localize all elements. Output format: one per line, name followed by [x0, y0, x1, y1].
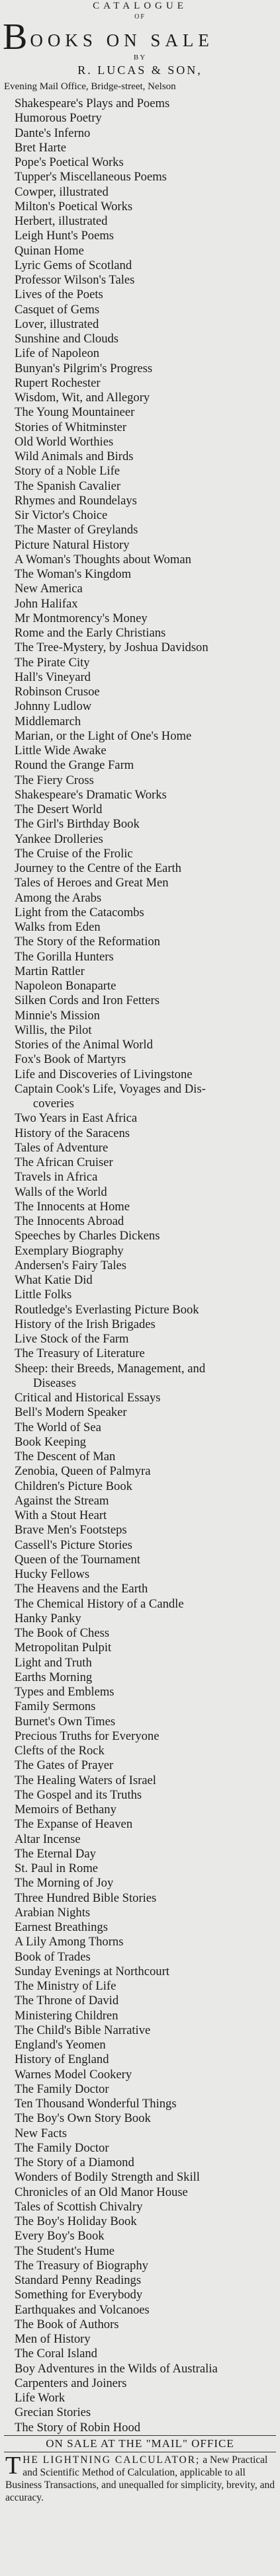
book-title: Tales of Adventure	[15, 1140, 109, 1155]
book-title: The Story of a Diamond	[15, 2156, 134, 2169]
book-title: The Girl's Birthday Book	[15, 817, 140, 832]
book-title: Marian, or the Light of One's Home	[15, 728, 192, 743]
book-title: Napoleon Bonaparte	[15, 979, 117, 993]
book-title: Memoirs of Bethany	[15, 1803, 117, 1816]
book-title: Wild Animals and Birds	[15, 449, 134, 463]
book-title: Willis, the Pilot	[15, 1023, 92, 1037]
book-title: Yankee Drolleries	[15, 832, 103, 846]
book-title: The Master of Greylands	[15, 523, 138, 537]
of-label: OF	[134, 13, 146, 20]
book-title: Sheep: their Breeds, Management, and Diseases	[15, 1361, 206, 1390]
book-title: Quinan Home	[15, 243, 84, 258]
book-title: Robinson Crusoe	[15, 685, 100, 699]
book-title: The Descent of Man	[15, 1450, 116, 1464]
book-title: The Gospel and its Truths	[15, 1787, 142, 1802]
book-title: Travels in Africa	[15, 1170, 98, 1185]
book-title: Three Hundred Bible Stories	[15, 1891, 157, 1905]
book-title: The Pirate City	[15, 655, 90, 670]
book-title: Hall's Vineyard	[15, 670, 91, 684]
book-title: Warnes Model Cookery	[15, 2067, 132, 2082]
book-title: Rhymes and Roundelays	[15, 493, 137, 508]
book-title: What Katie Did	[15, 1273, 93, 1287]
book-title: Boy Adventures in the Wilds of Australia	[15, 2361, 218, 2376]
book-title: A Woman's Thoughts about Woman	[15, 552, 191, 566]
book-title: The Woman's Kingdom	[15, 567, 132, 581]
book-title: The Young Mountaineer	[15, 405, 135, 420]
book-title: The Ministry of Life	[15, 1979, 117, 1993]
book-title: The Fiery Cross	[15, 773, 94, 787]
book-title: Among the Arabs	[15, 890, 102, 905]
book-title: Leigh Hunt's Poems	[15, 229, 115, 243]
book-title: The Student's Hume	[15, 2244, 115, 2258]
book-title: Earthquakes and Volcanoes	[15, 2302, 150, 2317]
book-title: Hanky Panky	[15, 1611, 81, 1625]
book-title: Stories of the Animal World	[15, 1038, 153, 1052]
book-title: Queen of the Tournament	[15, 1552, 140, 1567]
book-title: Round the Grange Farm	[15, 758, 134, 773]
book-title: The Child's Bible Narrative	[15, 2023, 151, 2037]
book-title: The Tree-Mystery, by Joshua Davidson	[15, 641, 209, 655]
book-title: The Throne of David	[15, 1994, 119, 2008]
book-title: Exemplary Biography	[15, 1243, 124, 1258]
book-title: Brave Men's Footsteps	[15, 1523, 127, 1538]
book-title: Book of Trades	[15, 1949, 91, 1964]
book-title: Cowper, illustrated	[15, 184, 109, 199]
book-title: England's Yeomen	[15, 2038, 106, 2052]
book-title: Story of a Noble Life	[15, 464, 120, 479]
book-title: Carpenters and Joiners	[15, 2376, 127, 2390]
book-title: The Cruise of the Frolic	[15, 846, 133, 861]
book-title: The Heavens and the Earth	[15, 1582, 148, 1596]
book-title: Routledge's Everlasting Picture Book	[15, 1302, 199, 1317]
book-title: Chronicles of an Old Manor House	[15, 2185, 188, 2199]
book-title: History of the Saracens	[15, 1126, 130, 1140]
book-title: The Spanish Cavalier	[15, 479, 121, 493]
book-title: Life Work	[15, 2391, 66, 2405]
book-title: Men of History	[15, 2332, 91, 2346]
book-title: Rome and the Early Christians	[15, 626, 166, 640]
book-title: Wisdom, Wit, and Allegory	[15, 391, 150, 405]
book-title: New America	[15, 582, 83, 596]
book-title: Book Keeping	[15, 1434, 86, 1449]
book-title: Fox's Book of Martyrs	[15, 1052, 126, 1067]
book-title: Hucky Fellows	[15, 1567, 90, 1581]
calc-heading: HE LIGHTNING CALCULATOR;	[23, 2454, 201, 2466]
book-title: The Boy's Holiday Book	[15, 2214, 137, 2228]
book-title: The Healing Waters of Israel	[15, 1773, 156, 1787]
book-title: Standard Penny Readings	[15, 2273, 142, 2287]
book-title: The Story of Robin Hood	[15, 2420, 141, 2435]
book-title: The Family Doctor	[15, 2082, 109, 2096]
book-title: Light and Truth	[15, 1655, 92, 1670]
book-title: Altar Incense	[15, 1832, 81, 1846]
book-title: Earths Morning	[15, 1670, 93, 1684]
book-title: Picture Natural History	[15, 537, 130, 552]
office-address: Evening Mail Office, Bridge-street, Nelson	[4, 81, 176, 92]
book-title: Two Years in East Africa	[15, 1111, 138, 1126]
book-title: Little Wide Awake	[15, 744, 107, 758]
book-title: Bell's Modern Speaker	[15, 1405, 127, 1420]
book-title: Children's Picture Book	[15, 1479, 132, 1493]
book-title: Lyric Gems of Scotland	[15, 258, 132, 272]
book-title: The Family Doctor	[15, 2140, 109, 2155]
book-title: Arabian Nights	[15, 1905, 91, 1920]
book-title: Old World Worthies	[15, 434, 114, 449]
catalogue-title: CATALOGUE	[93, 1, 187, 11]
book-title: Shakespeare's Dramatic Works	[15, 787, 167, 802]
book-title: Earnest Breathings	[15, 1920, 108, 1934]
book-title: Tupper's Miscellaneous Poems	[15, 170, 167, 184]
book-title: The Book of Chess	[15, 1626, 110, 1640]
book-title: Grecian Stories	[15, 2405, 91, 2420]
book-title: John Halifax	[15, 596, 78, 611]
book-title: Light from the Catacombs	[15, 905, 144, 919]
book-title: Captain Cook's Life, Voyages and Dis- coveries	[15, 1081, 206, 1111]
book-title: Journey to the Centre of the Earth	[15, 861, 181, 875]
book-title: The Gorilla Hunters	[15, 949, 114, 964]
firm-name: R. LUCAS & SON,	[77, 63, 203, 77]
book-title: The Story of the Reformation	[15, 935, 160, 949]
book-title: Critical and Historical Essays	[15, 1391, 161, 1405]
by-label: BY	[133, 54, 147, 61]
book-title: Burnet's Own Times	[15, 1714, 116, 1729]
book-title: Lives of the Poets	[15, 288, 103, 302]
book-title: Life of Napoleon	[15, 346, 100, 361]
book-title: Sunshine and Clouds	[15, 332, 119, 346]
book-title: Silken Cords and Iron Fetters	[15, 994, 160, 1008]
book-title: The Eternal Day	[15, 1846, 96, 1861]
book-title: New Facts	[15, 2126, 68, 2140]
book-title: Pope's Poetical Works	[15, 155, 124, 169]
book-title: With a Stout Heart	[15, 1508, 107, 1522]
book-title: Middlemarch	[15, 714, 81, 728]
book-title: St. Paul in Rome	[15, 1861, 99, 1875]
book-title: Speeches by Charles Dickens	[15, 1229, 160, 1243]
book-title: Clefts of the Rock	[15, 1744, 105, 1758]
book-list	[0, 97, 280, 2435]
book-title: Shakespeare's Plays and Poems	[15, 97, 170, 110]
book-title: Bret Harte	[15, 140, 66, 155]
book-title: The Treasury of Biography	[15, 2258, 148, 2273]
book-title: Sir Victor's Choice	[15, 508, 108, 522]
book-title: Martin Rattler	[15, 964, 85, 978]
book-title: Against the Stream	[15, 1493, 109, 1508]
on-sale-heading: ON SALE AT THE "MAIL" OFFICE	[46, 2437, 234, 2450]
book-title: Minnie's Mission	[15, 1008, 100, 1023]
book-title: Cassell's Picture Stories	[15, 1538, 132, 1552]
book-title: Johnny Ludlow	[15, 699, 92, 714]
book-title: Family Sermons	[15, 1699, 96, 1714]
book-title: The Innocents Abroad	[15, 1214, 124, 1228]
book-title: The World of Sea	[15, 1420, 101, 1434]
headline-text: OOKS ON SALE	[30, 30, 214, 50]
book-title: Precious Truths for Everyone	[15, 1729, 160, 1743]
book-title: The Morning of Joy	[15, 1876, 114, 1891]
book-title: Dante's Inferno	[15, 126, 91, 140]
book-title: History of England	[15, 2052, 109, 2067]
book-title: History of the Irish Brigades	[15, 1317, 156, 1331]
calc-drop-initial: T	[5, 2451, 21, 2479]
book-title: Herbert, illustrated	[15, 214, 108, 228]
book-title: Professor Wilson's Tales	[15, 273, 135, 287]
book-title: Stories of Whitminster	[15, 420, 127, 434]
book-title: Every Boy's Book	[15, 2229, 105, 2244]
book-title: The Treasury of Literature	[15, 1347, 145, 1361]
book-title: Metropolitan Pulpit	[15, 1641, 112, 1655]
book-title: Mr Montmorency's Money	[15, 611, 148, 625]
book-title: A Lily Among Thorns	[15, 1935, 124, 1949]
book-title: The Expanse of Heaven	[15, 1817, 133, 1832]
calc-description: a New Practical and Scientific Method of Calculation, applicable to all Business Transactions, and unequalled for simplicity, brevity, and accuracy.	[5, 2454, 275, 2503]
book-title: The Coral Island	[15, 2347, 97, 2361]
book-title: Types and Emblems	[15, 1685, 115, 1699]
book-title: Live Stock of the Farm	[15, 1332, 129, 1346]
book-title: Wonders of Bodily Strength and Skill	[15, 2170, 200, 2185]
book-title: The Desert World	[15, 802, 103, 816]
book-title: Casquet of Gems	[15, 302, 100, 317]
lightning-calculator-ad	[0, 2452, 280, 2504]
book-title: The Innocents at Home	[15, 1199, 130, 1214]
book-title: Little Folks	[15, 1288, 72, 1302]
book-title: Lover, illustrated	[15, 317, 99, 331]
book-title: The Boy's Own Story Book	[15, 2111, 151, 2126]
book-title: The Book of Authors	[15, 2317, 119, 2331]
book-title: Rupert Rochester	[15, 375, 101, 390]
book-title: The African Cruiser	[15, 1155, 113, 1169]
book-title: Something for Everybody	[15, 2288, 143, 2302]
book-title: Humorous Poetry	[15, 111, 102, 126]
book-title: Ten Thousand Wonderful Things	[15, 2097, 177, 2111]
book-title: Walks from Eden	[15, 920, 101, 934]
book-title: Bunyan's Pilgrim's Progress	[15, 361, 153, 375]
book-title: Tales of Scottish Chivalry	[15, 2199, 143, 2214]
book-title: Tales of Heroes and Great Men	[15, 876, 169, 890]
book-title: Ministering Children	[15, 2008, 118, 2023]
book-title: Sunday Evenings at Northcourt	[15, 1964, 169, 1978]
book-title: Walls of the World	[15, 1185, 107, 1199]
headline-initial: B	[3, 17, 28, 58]
book-title: The Gates of Prayer	[15, 1758, 114, 1773]
book-title: Andersen's Fairy Tales	[15, 1258, 127, 1272]
book-title: Zenobia, Queen of Palmyra	[15, 1464, 151, 1479]
book-title: Life and Discoveries of Livingstone	[15, 1067, 193, 1081]
book-title: Milton's Poetical Works	[15, 199, 133, 214]
book-title: The Chemical History of a Candle	[15, 1596, 184, 1611]
